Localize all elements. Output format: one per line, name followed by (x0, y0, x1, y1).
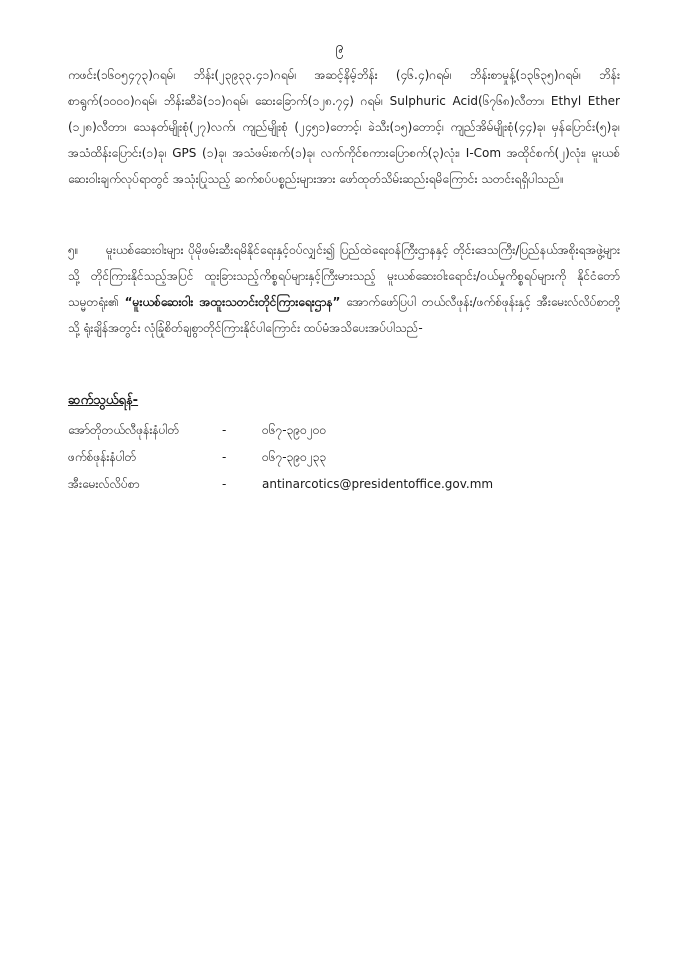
contact-row-phone (68, 417, 620, 443)
paragraph-text-after: အောက်ဖော်ပြပါ တယ်လီဖုန်း/ဖက်စ်ဖုန်းနှင့် အီးမေးလ်လိပ်စာတို့သို့ ရုံးချိန်အတွင်း လုံခြုံစိတ်ချစွာတိုင်ကြားနိုင်ပါကြောင်း ထပ်မံအသိပေးအပ်ပါသည်- (68, 295, 620, 335)
page-number: ၉ (335, 38, 344, 56)
hotline-department-name: “မူးယစ်ဆေးဝါး အထူးသတင်းတိုင်ကြားရေးဌာန” (124, 295, 341, 309)
contact-dash: - (222, 423, 227, 437)
contact-row-email (68, 471, 620, 497)
contact-label: အော်တိုတယ်လီဖုန်းနံပါတ် (68, 423, 180, 437)
contact-row-fax (68, 444, 620, 470)
paragraph-seizure-details: ကဖင်း(၁၆၀၅၄၇၃)ဂရမ်၊ ဘိန်း(၂၃၉၃၃.၄၁)ဂရမ်၊ အဆင့်နိမ့်ဘိန်း (၄၆.၄)ဂရမ်၊ ဘိန်းစာမှုန့်(၁၃၆၃၅)ဂရမ်၊ ဘိန်းစာရွက်(၁၀၀၀)ဂရမ်၊ ဘိန်းဆီခဲ(၁၁)ဂရမ်၊ ဆေးခြောက်(၁၂၈.၇၄) ဂရမ်၊ Sulphuric Acid(၆၇၆၈)လီတာ၊ Ethyl Ether (၁၂၈)လီတာ၊ သေနတ်မျိုးစုံ(၂၇)လက်၊ ကျည်မျိုးစုံ (၂၄၅၁)တောင့်၊ ခဲသီး(၁၅)တောင့်၊ ကျည်အိမ်မျိုးစုံ(၄၄)ခု၊ မှန်ပြောင်း(၅)ခု၊ အသံထိန်းပြောင်း(၁)ခု၊ GPS (၁)ခု၊ အသံဖမ်းစက်(၁)ခု၊ လက်ကိုင်စကားပြောစက်(၃)လုံး၊ I-Com အထိုင်စက်(၂)လုံး၊ မူးယစ်ဆေးဝါးချက်လုပ်ရာတွင် အသုံးပြုသည့် ဆက်စပ်ပစ္စည်းများအား ဖော်ထုတ်သိမ်းဆည်းရမိကြောင်း သတင်းရရှိပါသည်။ (68, 68, 620, 186)
paragraph-text-before: မူးယစ်ဆေးဝါးများ ပိုမိုဖမ်းဆီးရမိနိုင်ရေးနှင့်ဝပ်လျှင်း၍ ပြည်ထဲရေးဝန်ကြီးဌာနနှင့် တိုင်းဒေသကြီး/ပြည်နယ်အစိုးရအဖွဲ့များသို့ တိုင်ကြားနိုင်သည့်အပြင် ထူးခြားသည့်ကိစ္စရပ်များနှင့်ကြီးမားသည့် မူးယစ်ဆေးဝါးရောင်း/ဝယ်မှုကိစ္စရပ်များကို နိုင်ငံတော်သမ္မတရုံး၏ (68, 243, 620, 309)
contact-dash: - (222, 450, 227, 464)
paragraph-number: ၅။ (68, 243, 79, 257)
contact-label: အီးမေးလ်လိပ်စာ (68, 477, 140, 491)
contact-dash: - (222, 477, 227, 491)
contact-heading: ဆက်သွယ်ရန်- (68, 393, 139, 408)
contact-label: ဖက်စ်ဖုန်းနံပါတ် (68, 450, 137, 464)
phone-number[interactable]: ၀၆၇-၃၉၀၂၀၀ (262, 423, 327, 437)
paragraph-reporting-notice (68, 237, 620, 341)
email-address[interactable]: antinarcotics@presidentoffice.gov.mm (262, 477, 494, 491)
fax-number[interactable]: ၀၆၇-၃၉၀၂၃၃ (262, 450, 327, 464)
